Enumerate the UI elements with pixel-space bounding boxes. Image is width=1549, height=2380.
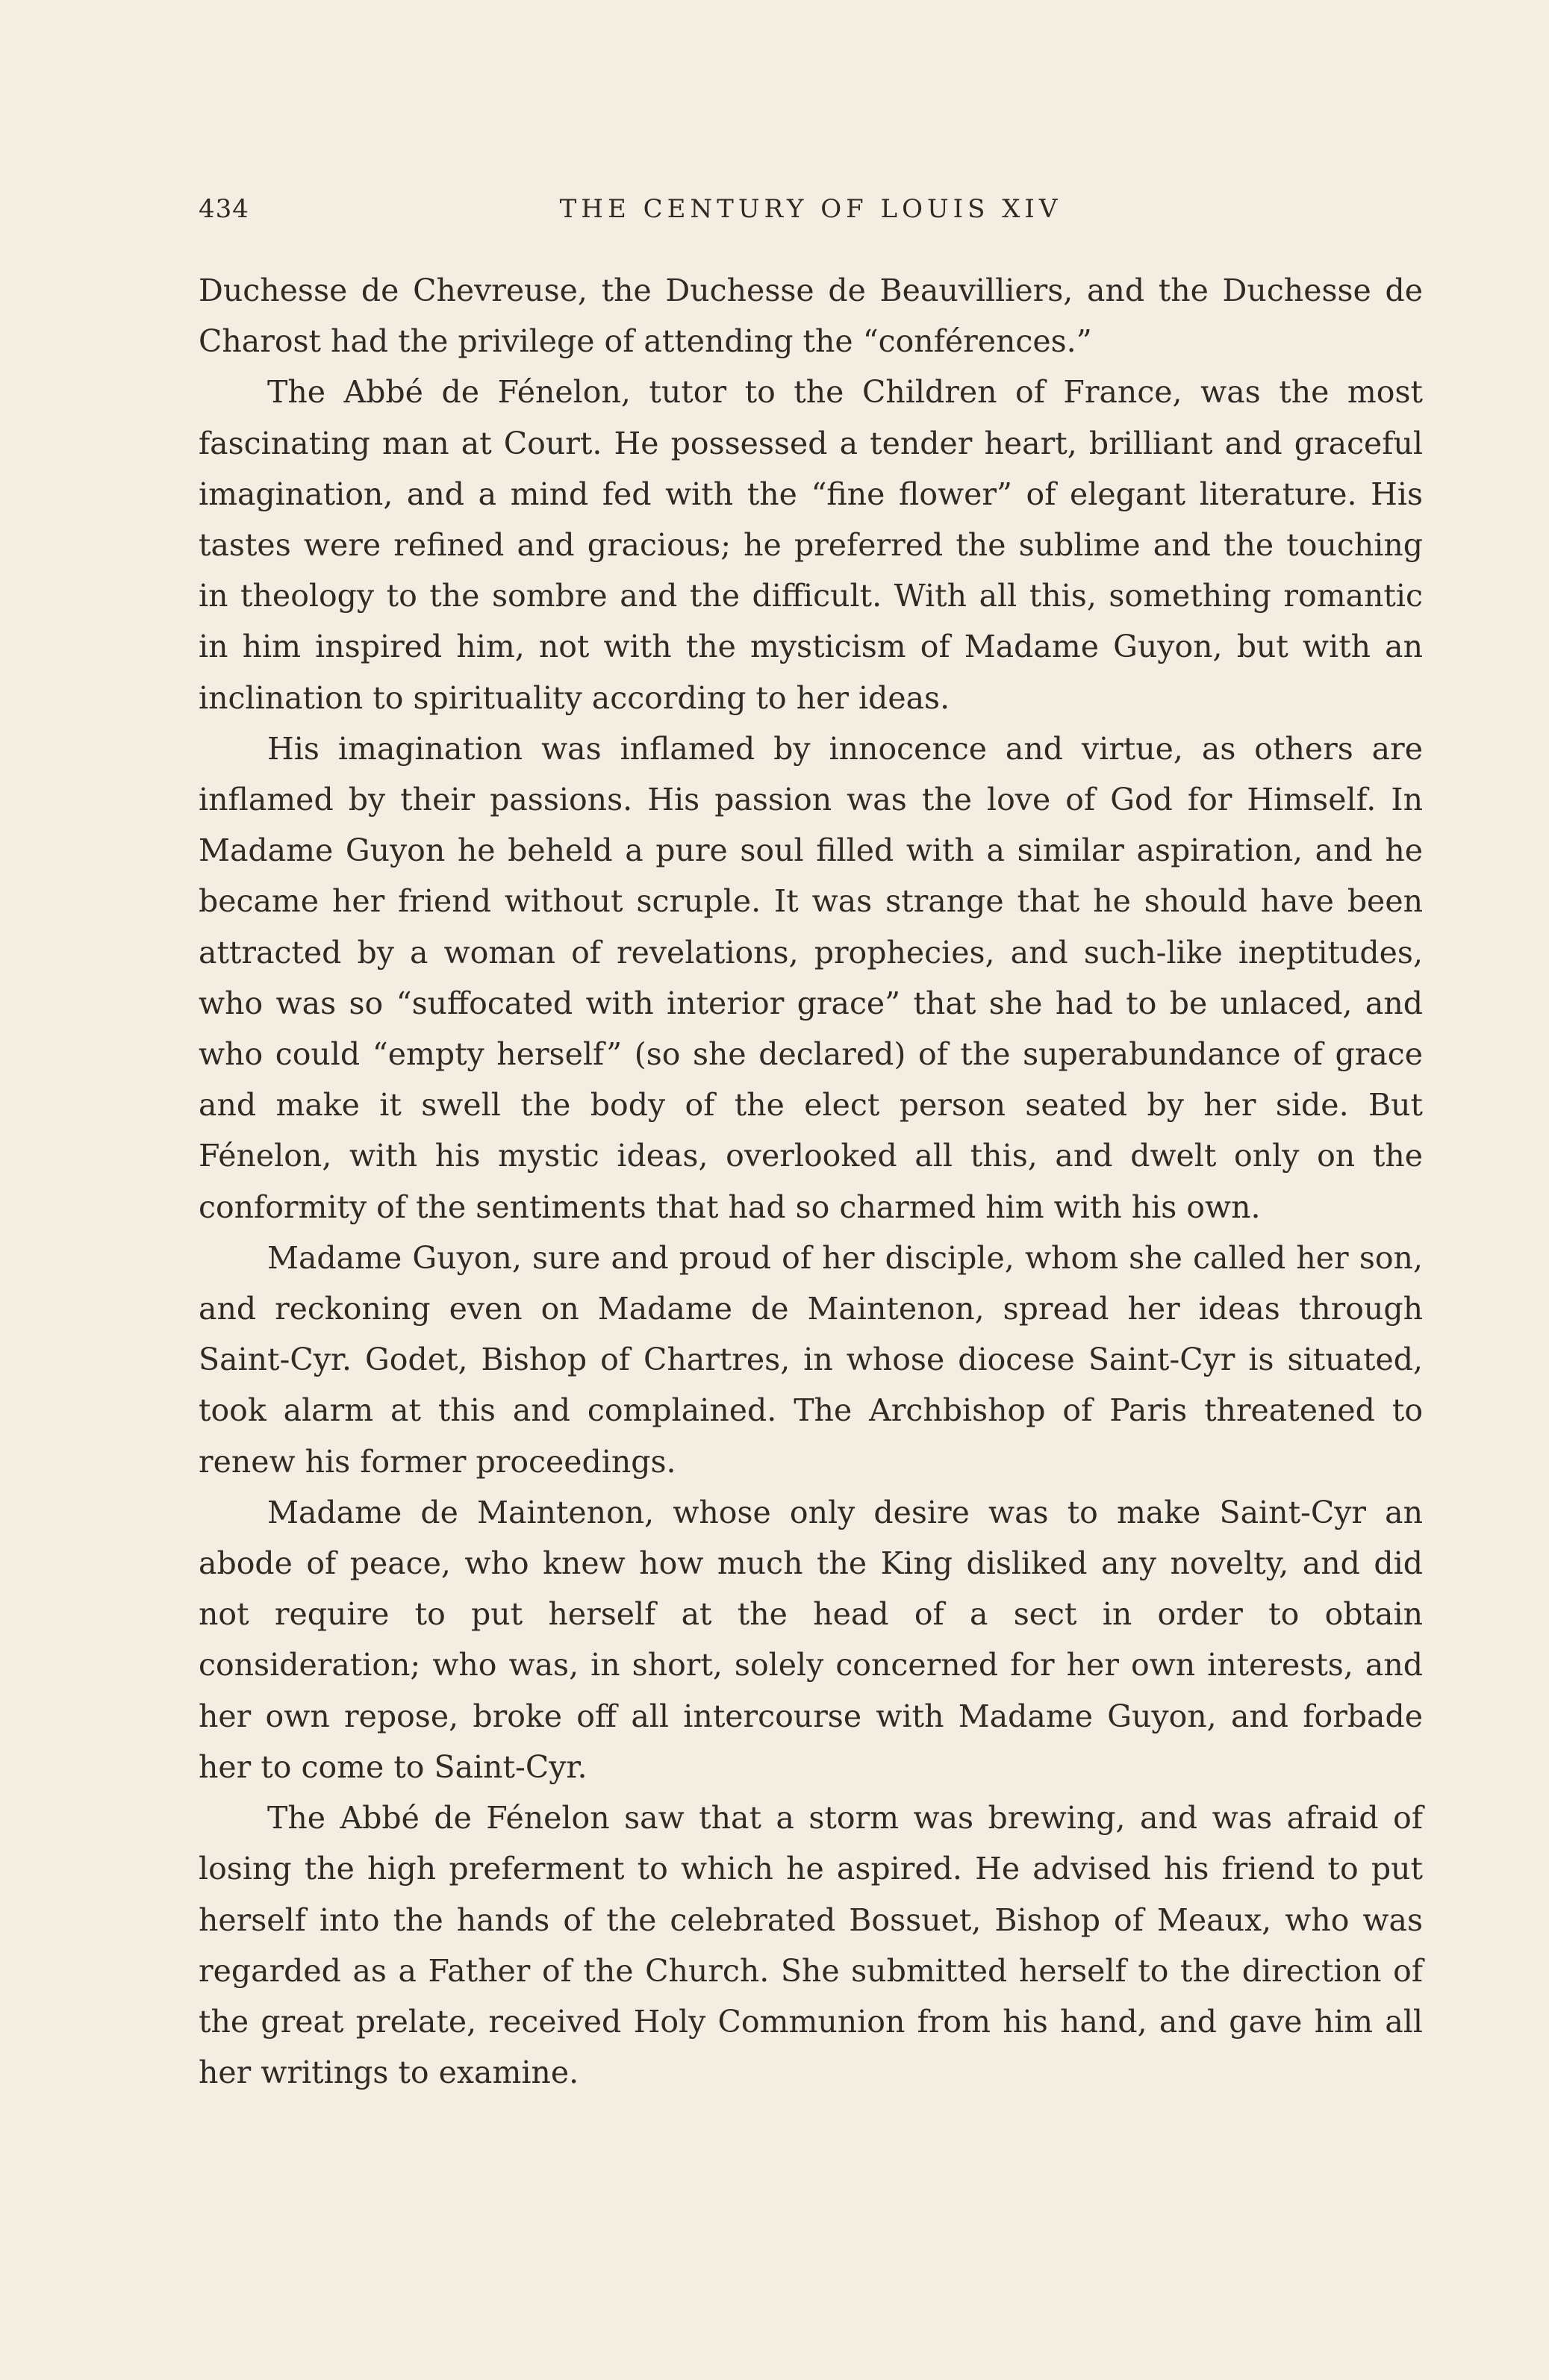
body-text bbox=[199, 265, 1423, 2176]
running-head bbox=[199, 187, 1423, 231]
paragraph-6: The Abbé de Fénelon saw that a storm was brewing, and was afraid of losing the high preferment to which he aspired. He advised his friend to put herself into the hands of the celebrated Bossuet, Bishop of Meaux, who was regarded as a Father of the Church. She submitted herself to the direction of the great prelate, received Holy Communion from his hand, and gave him all her writings to examine. bbox=[199, 1800, 1423, 2091]
paragraph-2: The Abbé de Fénelon, tutor to the Children of France, was the most fascinating man at Court. He possessed a tender heart, brilliant and graceful imagination, and a mind fed with the “fine flower” of elegant literature. His tastes were refined and gracious; he preferred the sublime and the touching in theology to the sombre and the difficult. With all this, something romantic in him inspired him, not with the mysticism of Madame Guyon, but with an inclination to spirituality according to her ideas. bbox=[199, 374, 1423, 716]
paragraph-3: His imagination was inflamed by innocence and virtue, as others are inflamed by their passions. His passion was the love of God for Himself. In Madame Guyon he beheld a pure soul filled with a similar aspiration, and he became her friend without scruple. It was strange that he should have been attracted by a woman of revelations, prophecies, and such-like ineptitudes, who was so “suffocated with interior grace” that she had to be unlaced, and who could “empty herself” (so she declared) of the superabundance of grace and make it swell the body of the elect person seated by her side. But Fénelon, with his mystic ideas, overlooked all this, and dwelt only on the conformity of the sentiments that had so charmed him with his own. bbox=[199, 730, 1423, 1225]
paragraph-1: Duchesse de Chevreuse, the Duchesse de Beauvilliers, and the Duchesse de Charost had the privilege of attending the “conférences.” bbox=[199, 272, 1423, 360]
page-number: 434 bbox=[199, 194, 249, 224]
paragraph-4: Madame Guyon, sure and proud of her disciple, whom she called her son, and reckoning even on Madame de Maintenon, spread her ideas through Saint-Cyr. Godet, Bishop of Chartres, in whose diocese Saint-Cyr is situated, took alarm at this and complained. The Archbishop of Paris threatened to renew his former proceedings. bbox=[199, 1239, 1423, 1480]
running-title: THE CENTURY OF LOUIS XIV bbox=[559, 194, 1062, 224]
paragraph-5: Madame de Maintenon, whose only desire was to make Saint-Cyr an abode of peace, who knew how much the King disliked any novelty, and did not require to put herself at the head of a sect in order to obtain consideration; who was, in short, solely concerned for her own interests, and her own repose, broke off all intercourse with Madame Guyon, and forbade her to come to Saint-Cyr. bbox=[199, 1494, 1423, 1785]
